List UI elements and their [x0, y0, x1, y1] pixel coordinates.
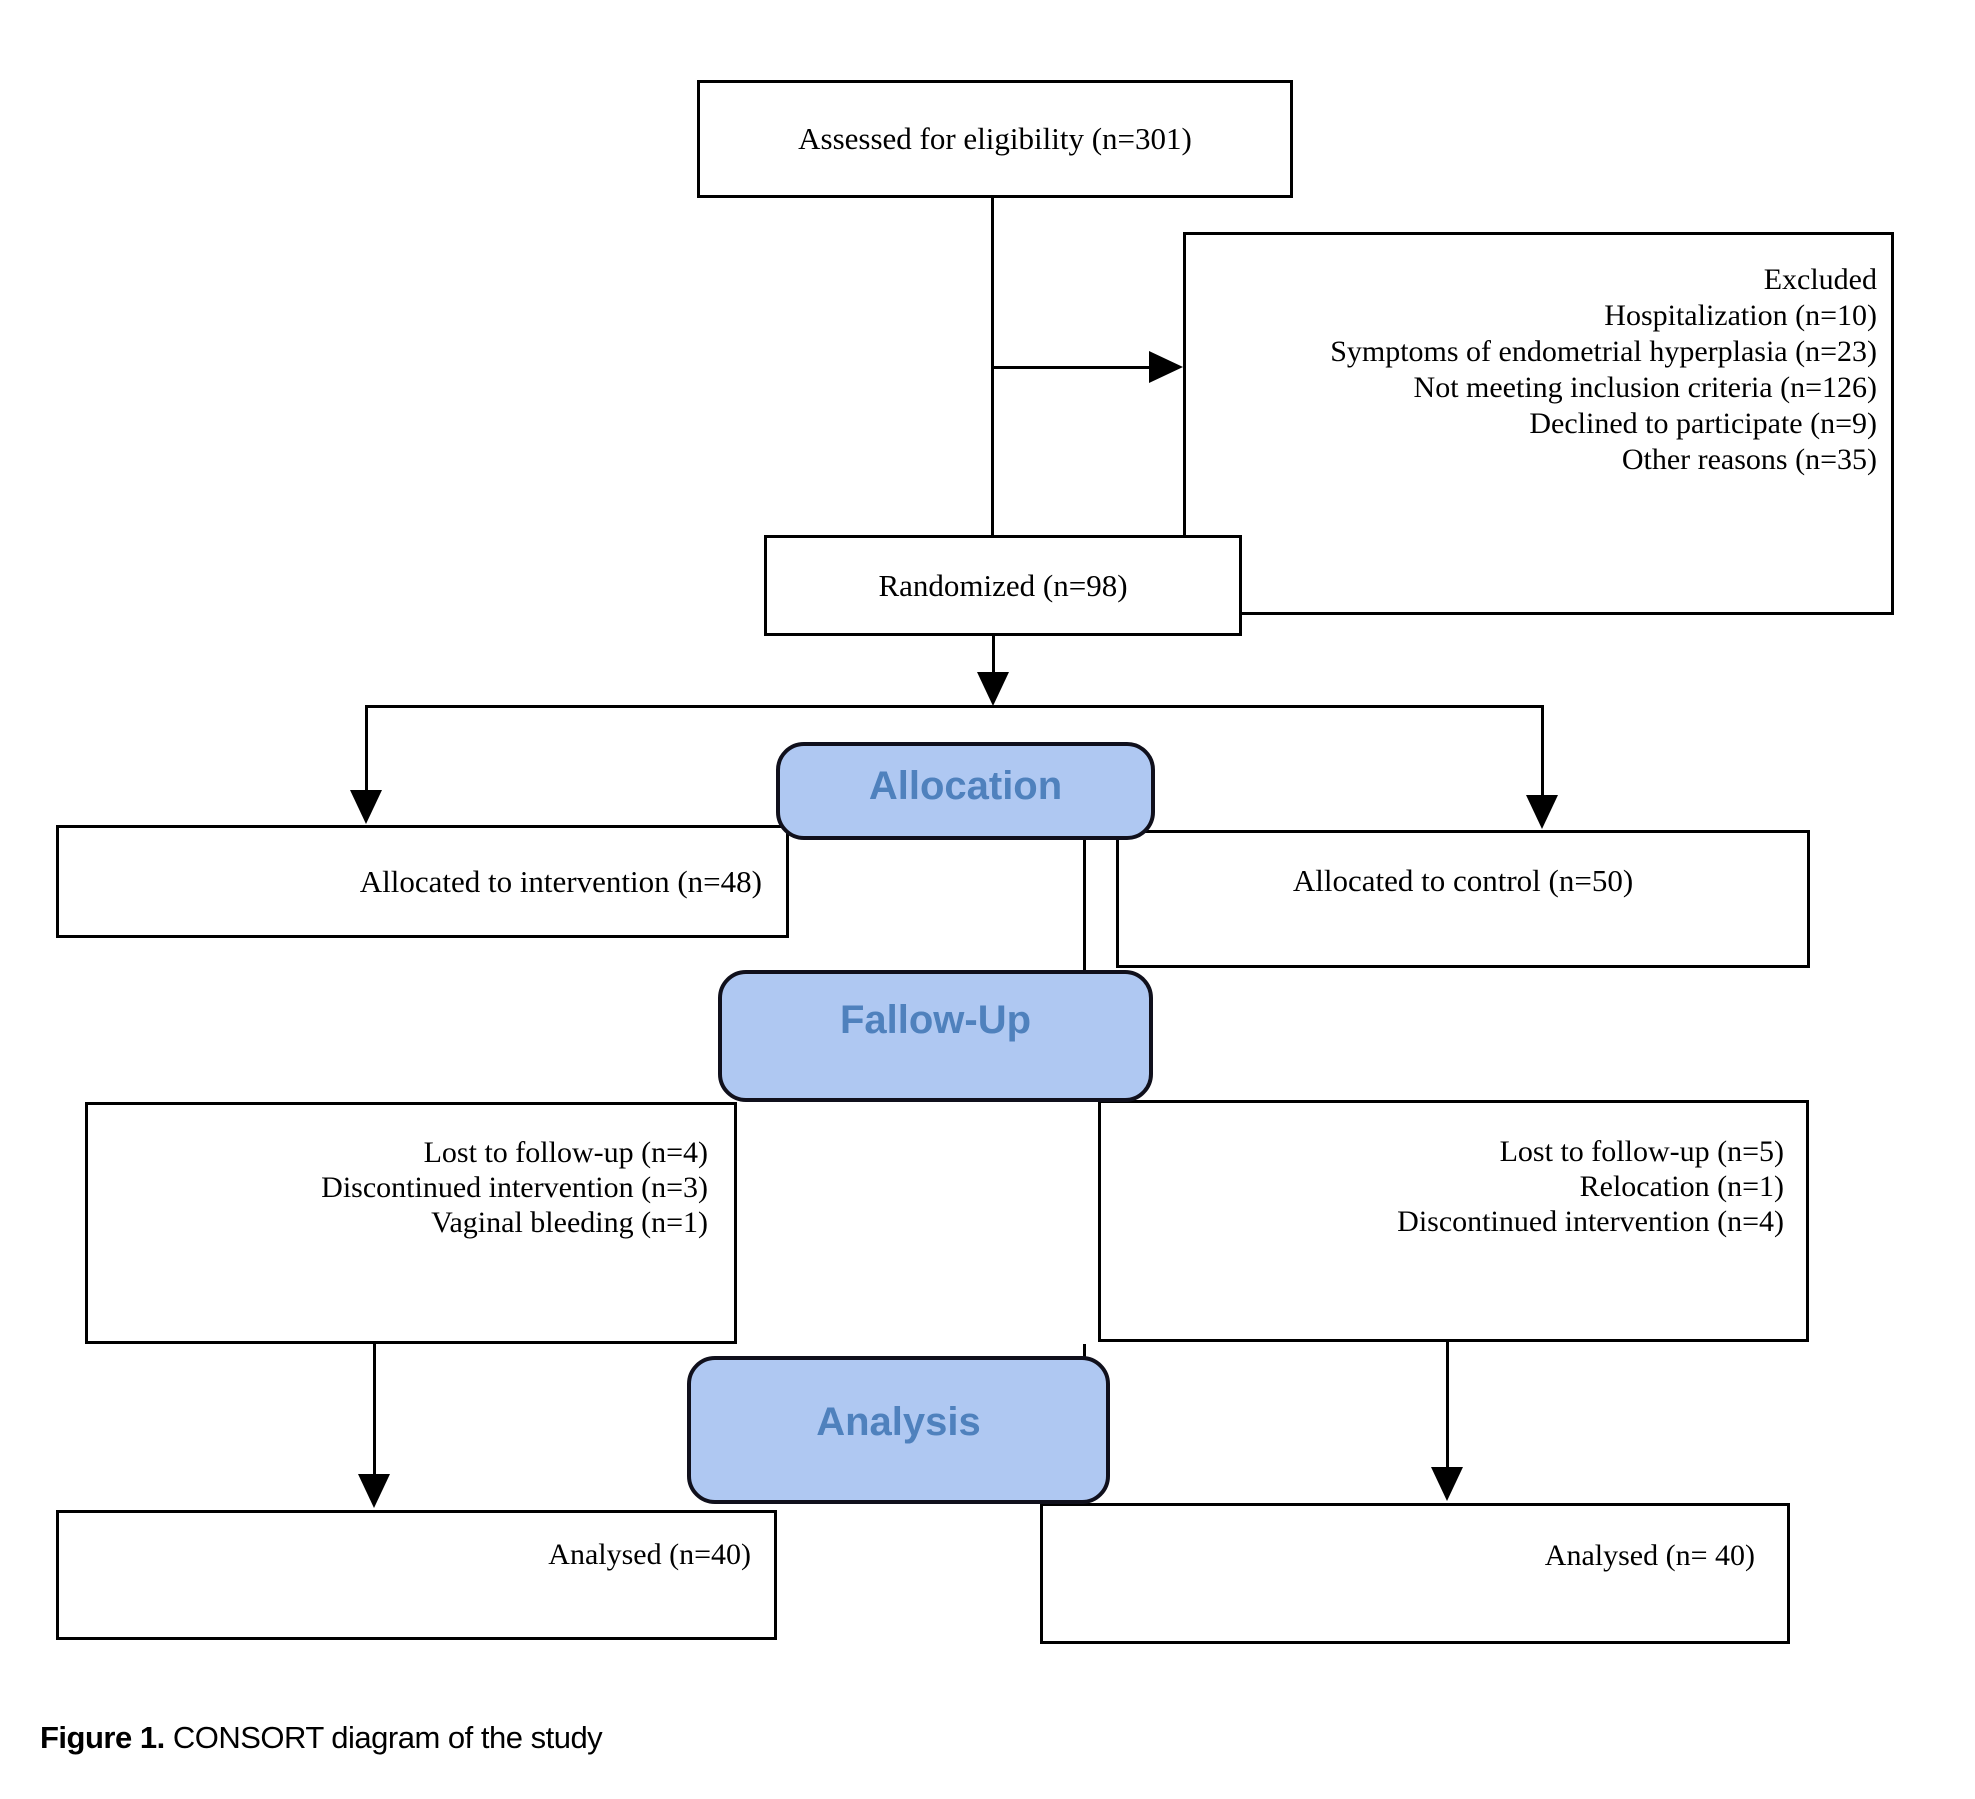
allocated-control-box [1116, 830, 1810, 968]
allocation-badge [776, 742, 1155, 840]
analysed-intervention-text: Analysed (n=40) [548, 1538, 751, 1571]
followup-item: Discontinued intervention (n=3) [321, 1171, 708, 1204]
arrowhead-down-control-icon [1526, 795, 1558, 829]
allocation-badge-label: Allocation [868, 763, 1063, 808]
followup-badge [718, 970, 1153, 1102]
excluded-item: Symptoms of endometrial hyperplasia (n=23) [1330, 335, 1877, 368]
connector-excluded-branch [991, 366, 1151, 369]
connector-left-branch [365, 705, 368, 793]
arrowhead-down-intervention-icon [350, 790, 382, 824]
figure-caption-text: CONSORT diagram of the study [164, 1720, 603, 1755]
randomized-box [764, 535, 1242, 636]
followup-item: Vaginal bleeding (n=1) [431, 1206, 708, 1239]
assessed-text: Assessed for eligibility (n=301) [798, 121, 1192, 156]
excluded-item: Hospitalization (n=10) [1604, 299, 1877, 332]
connector-randomized-down [992, 636, 995, 676]
excluded-title: Excluded [1763, 263, 1877, 296]
connector-split-horizontal [366, 705, 1544, 708]
connector-right-branch [1541, 705, 1544, 797]
arrowhead-down-analysed-right-icon [1431, 1467, 1463, 1501]
followup-intervention-box [85, 1102, 737, 1344]
excluded-item: Other reasons (n=35) [1621, 443, 1877, 476]
analysed-intervention-box [56, 1510, 777, 1640]
analysis-badge-label: Analysis [816, 1399, 981, 1444]
excluded-item: Declined to participate (n=9) [1529, 407, 1877, 440]
allocated-intervention-box [56, 825, 789, 938]
arrowhead-down-split-icon [977, 672, 1009, 706]
assessed-box [697, 80, 1293, 198]
connector-followup-right-down [1446, 1342, 1449, 1469]
followup-control-box [1098, 1100, 1809, 1342]
randomized-text: Randomized (n=98) [878, 567, 1128, 603]
analysis-badge [687, 1356, 1110, 1504]
connector-allocation-to-followup-badge [1083, 840, 1086, 970]
figure-caption-label: Figure 1. [40, 1720, 165, 1755]
figure-caption [40, 1720, 602, 1756]
allocated-control-text: Allocated to control (n=50) [1292, 863, 1634, 898]
followup-badge-label: Fallow-Up [839, 997, 1032, 1042]
connector-followup-left-down [373, 1344, 376, 1476]
analysed-control-text: Analysed (n= 40) [1544, 1539, 1755, 1572]
analysed-control-box [1040, 1503, 1790, 1644]
arrowhead-down-analysed-left-icon [358, 1474, 390, 1508]
excluded-box [1183, 232, 1894, 615]
followup-item: Discontinued intervention (n=4) [1397, 1205, 1784, 1238]
excluded-item: Not meeting inclusion criteria (n=126) [1413, 371, 1877, 404]
allocated-intervention-text: Allocated to intervention (n=48) [359, 864, 762, 899]
arrowhead-right-excluded-icon [1149, 351, 1183, 383]
followup-item: Relocation (n=1) [1579, 1170, 1784, 1203]
followup-item: Lost to follow-up (n=4) [423, 1136, 708, 1169]
followup-item: Lost to follow-up (n=5) [1499, 1135, 1784, 1168]
